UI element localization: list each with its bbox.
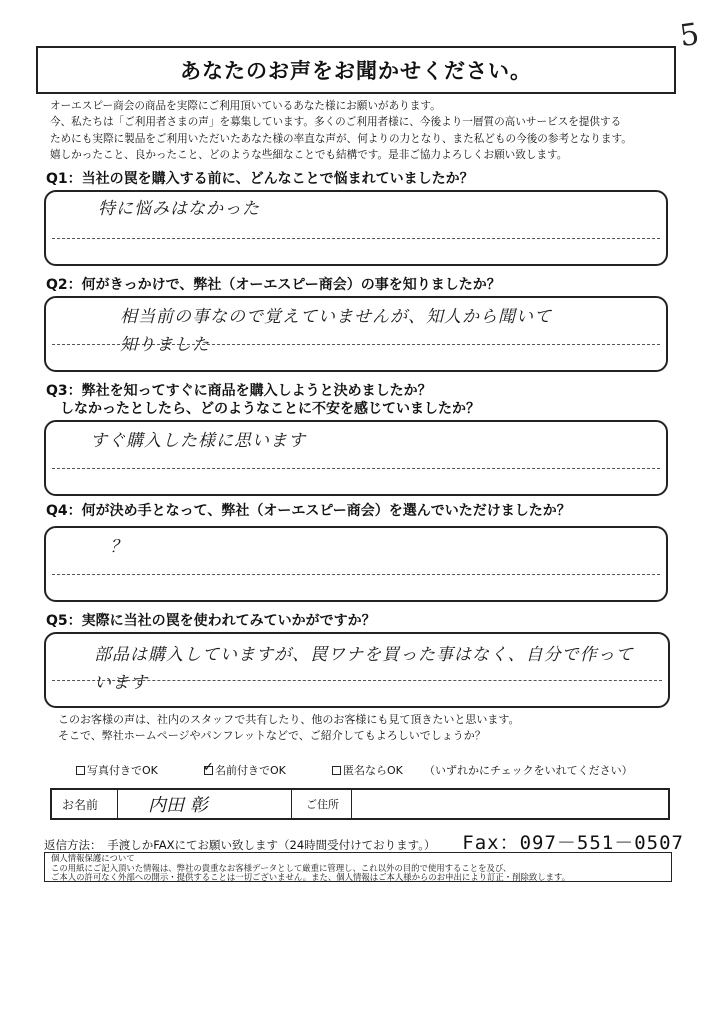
answer-2-line-2: 知りました	[120, 335, 210, 355]
answer-box-4[interactable]	[44, 526, 668, 602]
consent-option-label: 名前付きでOK	[215, 764, 286, 777]
contact-table	[50, 788, 670, 820]
question-3: Q3：弊社を知ってすぐに商品を購入しようと決めましたか？ しなかったとしたら、どのようなことに不安を感じていましたか？	[46, 383, 480, 417]
consent-option-label: 写真付きでOK	[87, 764, 158, 777]
answer-box-5[interactable]	[44, 632, 670, 708]
name-field[interactable]: 内田 彰	[118, 790, 292, 818]
reply-row	[44, 828, 684, 855]
address-label: ご住所	[292, 790, 352, 818]
question-2: Q2：何がきっかけで、弊社（オーエスピー商会）の事を知りましたか？	[46, 277, 501, 293]
checkbox-checked[interactable]	[204, 766, 213, 775]
checkbox[interactable]	[76, 766, 85, 775]
answer-box-3[interactable]	[44, 420, 668, 496]
fax-number: Fax：097－551－0507	[462, 832, 684, 854]
answer-3-line-1: すぐ購入した様に思います	[90, 431, 306, 451]
consent-option-anonymous[interactable]	[332, 762, 424, 778]
reply-method: 返信方法： 手渡しかFAXにてお願い致します（24時間受付けております。）	[44, 838, 436, 852]
answer-2-line-1: 相当前の事なので覚えていませんが、知人から聞いて	[120, 307, 552, 327]
form-title: あなたのお声をお聞かせください。	[36, 46, 676, 94]
answer-line	[52, 238, 660, 239]
consent-option-photo[interactable]	[76, 762, 204, 778]
answer-box-1[interactable]	[44, 190, 668, 266]
name-label: お名前	[52, 790, 118, 818]
answer-box-2[interactable]	[44, 296, 668, 372]
answer-5-line-1: 部品は購入していますが、罠ワナを買った事はなく、自分で作って	[94, 645, 634, 665]
question-1: Q1：当社の罠を購入する前に、どんなことで悩まれていましたか？	[46, 171, 474, 187]
page-number-mark: 5	[677, 16, 702, 55]
privacy-notice: 個人情報保護について この用紙にご記入頂いた情報は、弊社の貴重なお客様データとして厳重に管理し、これ以外の目的で使用することを及び、 ご本人の許可なく外部への開示・提供することは一切ございません。また、個人情報はご本人様からのお申出により訂正・削除致します。	[44, 852, 672, 882]
answer-line	[52, 468, 660, 469]
consent-option-label: 匿名ならOK	[343, 764, 403, 777]
answer-line	[52, 574, 660, 575]
consent-text: このお客様の声は、社内のスタッフで共有したり、他のお客様にも見て頂きたいと思います。 そこで、弊社ホームページやパンフレットなどで、ご紹介してもよろしいでしょうか？	[58, 713, 520, 742]
address-field[interactable]	[352, 790, 668, 818]
intro-text: オーエスピー商会の商品を実際にご利用頂いているあなた様にお願いがあります。 今、私たちは「ご利用者さまの声」を募集しています。多くのご利用者様に、今後より一層質の高いサービスを提供する ためにも実際に製品をご利用いただいたあなた様の率直な声が、何よりの力となり、また私どもの今後の参考となります。 嬉しかったこと、良かったこと、どのような些細なことでも結構です。是非ご協力よろしくお願い致します。	[50, 100, 632, 162]
consent-note: （いずれかにチェックをいれてください）	[424, 764, 633, 777]
consent-option-name[interactable]	[204, 762, 332, 778]
checkbox[interactable]	[332, 766, 341, 775]
question-5: Q5：実際に当社の罠を使われてみていかがですか？	[46, 613, 376, 629]
consent-options	[76, 762, 633, 778]
answer-4-line-1: ？	[110, 537, 128, 557]
answer-1-line-1: 特に悩みはなかった	[98, 199, 260, 219]
question-4: Q4：何が決め手となって、弊社（オーエスピー商会）を選んでいただけましたか？	[46, 503, 571, 519]
answer-5-line-2: います	[94, 673, 148, 693]
